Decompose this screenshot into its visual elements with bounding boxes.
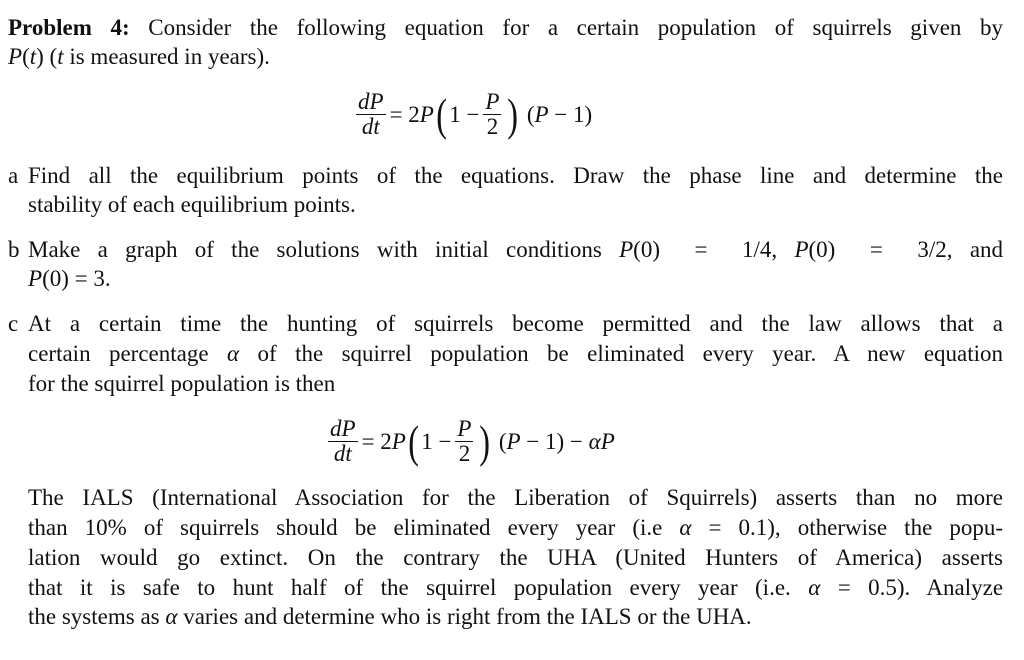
text: − 1) − (520, 428, 589, 454)
text: that it is safe to hunt half of the squirrel population every year (i.e. (28, 575, 791, 600)
numerator: dP (358, 89, 384, 114)
derivative-fraction (356, 90, 386, 139)
equals: = 2 (389, 101, 420, 127)
part-b-line-2 (28, 265, 111, 293)
intro-text: Consider the following equation for a certain population of squirrels given by (148, 15, 1003, 40)
text: − 1) (548, 101, 593, 127)
part-b-line-1 (28, 236, 1003, 264)
math-P: P (506, 428, 521, 454)
math-alpha: α (165, 604, 178, 629)
value: (0) = 3/2, (808, 237, 953, 262)
equation-1 (352, 90, 592, 139)
part-a-label: a (8, 163, 19, 188)
math-P: P (619, 237, 634, 262)
part-c-line-2 (28, 340, 1003, 368)
problem-label: Problem 4: (8, 15, 130, 40)
denominator: 2 (486, 114, 499, 139)
paren: ) (507, 88, 519, 140)
derivative-fraction (328, 417, 358, 466)
math-alpha: α (679, 515, 692, 540)
math-t: t (29, 44, 37, 69)
equals: = 2 (361, 428, 392, 454)
numerator: P (457, 416, 472, 441)
problem-intro-line-2 (8, 43, 270, 71)
problem-intro-line-1 (8, 14, 1003, 42)
math-t: t (57, 44, 64, 69)
p-over-2 (455, 417, 473, 466)
math-P: P (391, 428, 406, 454)
denominator: 2 (458, 441, 471, 466)
text: = 0.1), otherwise the popu- (708, 515, 1003, 540)
part-a-line-1: Find all the equilibrium points of the equations. Draw the phase line and determine the (28, 163, 1003, 188)
numerator: P (485, 89, 500, 114)
part-b-label: b (8, 237, 20, 262)
text: ( (22, 44, 30, 69)
text: = 0.5). Analyze (837, 575, 1004, 600)
text: and (969, 237, 1004, 262)
text: ) ( (36, 44, 58, 69)
paren: ( (436, 88, 447, 140)
numerator: dP (330, 416, 356, 441)
equation-2 (324, 417, 615, 466)
part-c-label: c (8, 311, 19, 336)
conclusion-line-4 (28, 574, 1003, 602)
text: ( (526, 101, 535, 127)
math-P: P (419, 101, 434, 127)
conclusion-line-2 (28, 514, 1003, 542)
conclusion-line-5 (28, 603, 752, 631)
text: 1 − (449, 101, 480, 127)
text: than 10% of squirrels should be eliminated every year (i.e (28, 515, 663, 540)
text: is measured in years). (63, 44, 270, 69)
math-P: P (794, 237, 809, 262)
paren: ) (479, 415, 491, 467)
text: ( (498, 428, 507, 454)
math-P: P (8, 44, 23, 69)
text: the systems as (28, 604, 160, 629)
math-alpha: α (808, 575, 821, 600)
text: 1 − (421, 428, 452, 454)
denominator: dt (333, 441, 352, 466)
paren: ( (408, 415, 419, 467)
text: of the squirrel population be eliminated every year. A new equation (257, 341, 1004, 366)
math-P: P (28, 266, 43, 291)
conclusion-line-3: lation would go extinct. On the contrary the UHA (United Hunters of America) asserts (28, 545, 1003, 570)
p-over-2 (483, 90, 501, 139)
math-alphaP: αP (588, 428, 615, 454)
part-a-line-2: stability of each equilibrium points. (28, 192, 356, 217)
value: (0) = 3. (42, 266, 111, 291)
text: certain percentage (28, 341, 209, 366)
math-P: P (534, 101, 549, 127)
text: Make a graph of the solutions with initial conditions (28, 237, 602, 262)
denominator: dt (361, 114, 380, 139)
part-c-line-1: At a certain time the hunting of squirrels become permitted and the law allows that a (28, 311, 1003, 336)
part-c-line-3: for the squirrel population is then (28, 371, 336, 396)
math-alpha: α (227, 341, 240, 366)
conclusion-line-1: The IALS (International Association for the Liberation of Squirrels) asserts than no more (28, 485, 1003, 510)
text: varies and determine who is right from the IALS or the UHA. (183, 604, 752, 629)
value: (0) = 1/4, (633, 237, 778, 262)
